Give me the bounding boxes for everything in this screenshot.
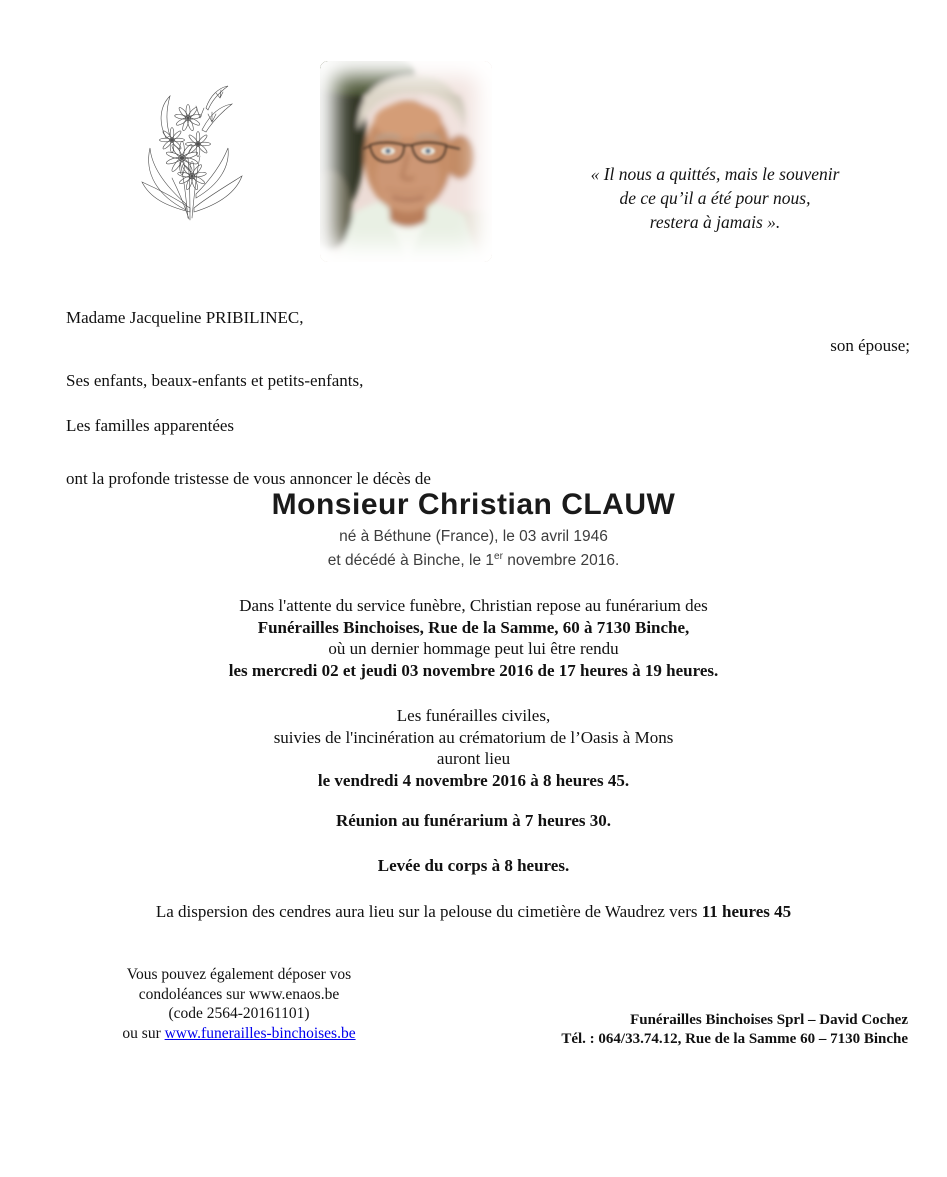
condolences-code: (code 2564-20161101) xyxy=(168,1005,310,1022)
ordinal-superscript: er xyxy=(494,551,503,562)
condolences-block xyxy=(78,965,400,1043)
quote-line-3: restera à jamais ». xyxy=(649,212,781,232)
condolences-link-line: ou sur www.funerailles-binchoises.be xyxy=(122,1024,356,1042)
wake-visiting-hours: les mercredi 02 et jeudi 03 novembre 2016 de 17 heures à 19 heures. xyxy=(228,660,719,680)
quote-line-1: « Il nous a quittés, mais le souvenir xyxy=(590,164,840,184)
funeral-home-website-link[interactable]: www.funerailles-binchoises.be xyxy=(164,1024,356,1042)
flower-sketch-icon xyxy=(136,78,248,226)
related-families-line: Les familles apparentées xyxy=(66,416,235,435)
condolences-line-1: Vous pouvez également déposer vos xyxy=(126,966,352,983)
funeral-line-2: suivies de l'incinération au crématorium de l’Oasis à Mons xyxy=(273,727,674,747)
funeral-line-3: auront lieu xyxy=(436,749,511,768)
funeral-home-contact: Tél. : 064/33.74.12, Rue de la Samme 60 – 7130 Binche xyxy=(561,1030,908,1047)
funeral-line-1: Les funérailles civiles, xyxy=(396,706,551,725)
wake-address: Funérailles Binchoises, Rue de la Samme, 60 à 7130 Binche, xyxy=(257,617,690,637)
wake-paragraph xyxy=(0,595,947,681)
deceased-name: Monsieur Christian CLAUW xyxy=(271,488,676,521)
quote-line-2: de ce qu’il a été pour nous, xyxy=(619,188,811,208)
deceased-portrait-photo xyxy=(320,61,492,262)
widow-relationship: son épouse; xyxy=(830,336,910,355)
deceased-header xyxy=(0,488,947,571)
funeral-paragraph xyxy=(0,705,947,791)
funeral-date: le vendredi 4 novembre 2016 à 8 heures 45. xyxy=(317,770,630,790)
meeting-line: Réunion au funérarium à 7 heures 30. xyxy=(335,811,611,830)
memorial-quote xyxy=(540,162,890,234)
funeral-home-block xyxy=(488,1011,908,1048)
ashes-dispersion-line: La dispersion des cendres aura lieu sur la pelouse du cimetière de Waudrez vers 11 heures 45 xyxy=(155,902,792,921)
widow-name: Madame Jacqueline PRIBILINEC, xyxy=(66,308,304,327)
condolences-line-2: condoléances sur www.enaos.be xyxy=(138,985,340,1003)
wake-line-1: Dans l'attente du service funèbre, Christian repose au funérarium des xyxy=(239,596,708,615)
dispersion-time: 11 heures 45 xyxy=(701,902,792,921)
departure-line: Levée du corps à 8 heures. xyxy=(377,856,570,875)
funeral-home-name: Funérailles Binchoises Sprl – David Cochez xyxy=(630,1012,908,1028)
deceased-dates xyxy=(0,527,947,571)
death-line: et décédé à Binche, le 1er novembre 2016. xyxy=(327,551,620,570)
birth-line: né à Béthune (France), le 03 avril 1946 xyxy=(339,528,608,545)
wake-line-3: où un dernier hommage peut lui être rendu xyxy=(328,639,619,658)
announcement-line: ont la profonde tristesse de vous annoncer le décès de xyxy=(66,469,431,488)
children-line: Ses enfants, beaux-enfants et petits-enfants, xyxy=(66,371,364,390)
